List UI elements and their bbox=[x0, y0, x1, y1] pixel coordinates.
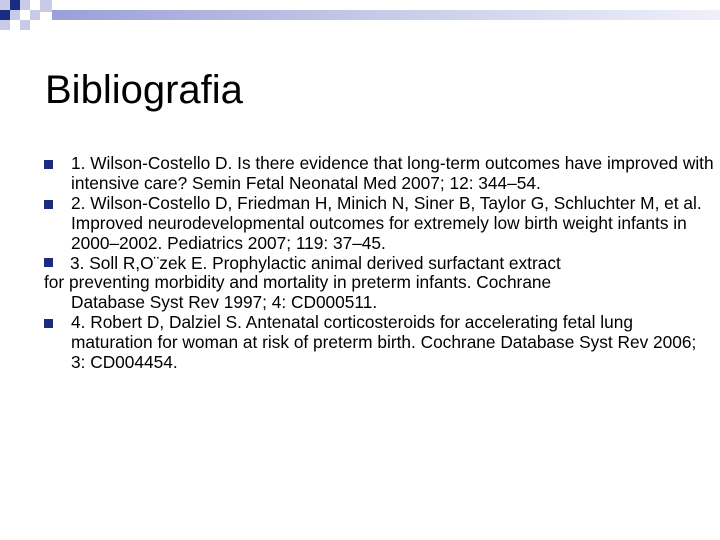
reference-text: 2. Wilson-Costello D, Friedman H, Minich N, Siner B, Taylor G, Schluchter M, et al. Improved neurodevelopmental outcomes for extremely low birth weight infants in 2000–2002. Pediatrics 2007; 119: 37–45. bbox=[71, 192, 702, 253]
reference-text: 1. Wilson-Costello D. Is there evidence that long-term outcomes have improved with intensive care? Semin Fetal Neonatal Med 2007; 12: 344–54. bbox=[71, 153, 714, 193]
header-decoration bbox=[0, 0, 720, 44]
reference-line-1 bbox=[44, 254, 714, 274]
reference-list bbox=[44, 154, 714, 373]
square-bullet-icon bbox=[44, 200, 53, 209]
square-bullet-icon bbox=[44, 160, 53, 169]
reference-item-1 bbox=[44, 154, 714, 194]
square-bullet-icon bbox=[44, 319, 53, 328]
reference-text: 4. Robert D, Dalziel S. Antenatal corticosteroids for accelerating fetal lung maturation for woman at risk of preterm birth. Cochrane Database Syst Rev 2006; 3: CD004454. bbox=[71, 312, 697, 373]
reference-text-line-3: Database Syst Rev 1997; 4: CD000511. bbox=[71, 292, 378, 313]
reference-text-line-2: for preventing morbidity and mortality in preterm infants. Cochrane bbox=[44, 272, 552, 293]
reference-item-4 bbox=[44, 313, 714, 373]
square-bullet-icon bbox=[44, 258, 53, 267]
reference-text-line-1: 3. Soll R,O¨zek E. Prophylactic animal derived surfactant extract bbox=[70, 252, 561, 273]
reference-item-3 bbox=[44, 254, 714, 314]
reference-item-2 bbox=[44, 194, 714, 254]
slide-title: Bibliografia bbox=[45, 68, 243, 112]
